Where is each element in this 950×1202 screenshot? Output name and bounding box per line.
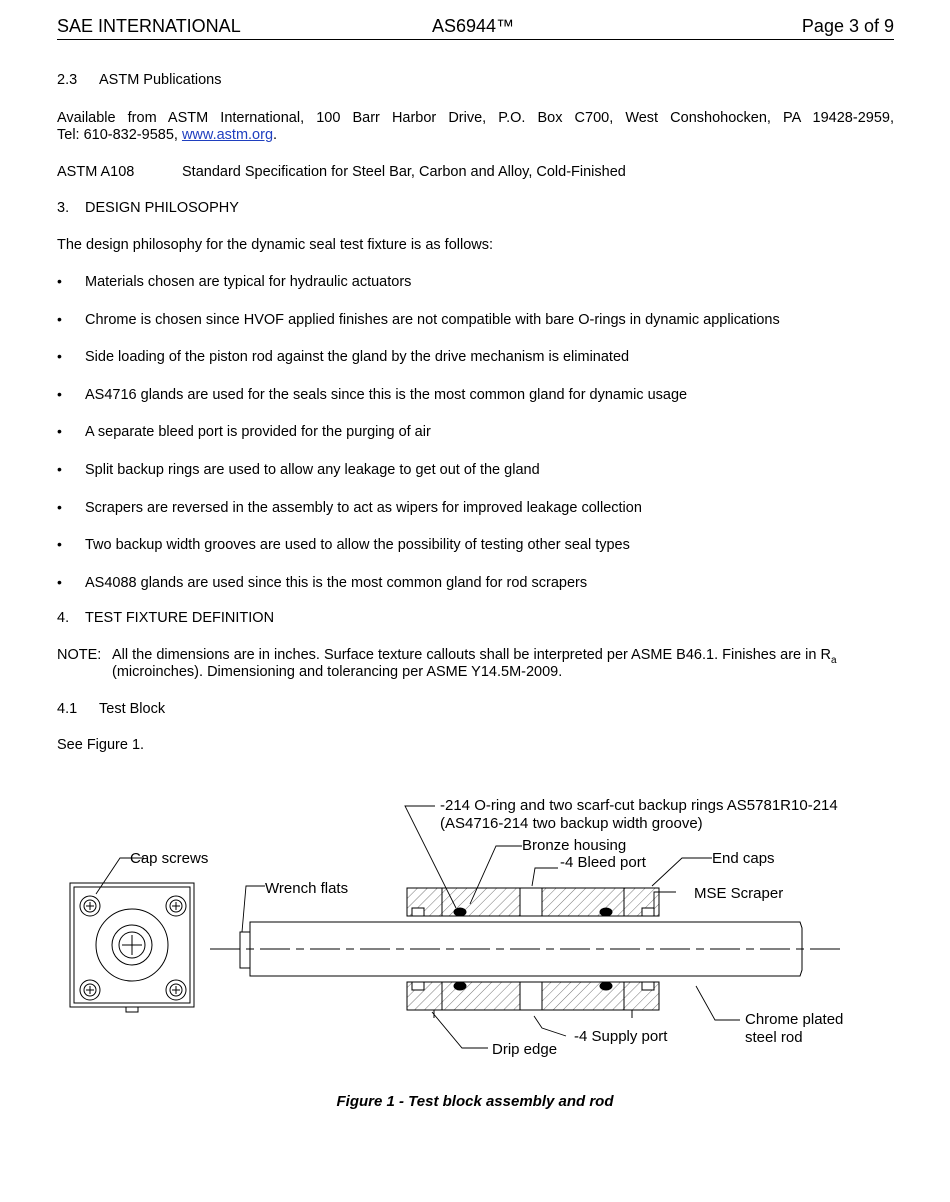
section-title: ASTM Publications: [99, 72, 222, 88]
header-page-number: Page 3 of 9: [801, 16, 894, 36]
bullet-marker: •: [57, 385, 62, 402]
section-number: 4.: [57, 610, 70, 626]
bullet-marker: •: [57, 536, 62, 553]
chrome-rod: [210, 922, 845, 976]
header-doc-number: AS6944™: [432, 16, 515, 36]
label-chrome-rod-line1: Chrome plated: [745, 1011, 844, 1028]
section-4-1-heading: [57, 701, 166, 718]
bullet-text: Scrapers are reversed in the assembly to act as wipers for improved leakage collection: [85, 499, 642, 516]
reference-astm-a108: [57, 164, 626, 181]
note-subscript: a: [830, 654, 837, 666]
bullet-marker: •: [57, 310, 62, 327]
header-org: SAE INTERNATIONAL: [57, 16, 241, 36]
label-drip-edge: Drip edge: [492, 1041, 558, 1058]
figure-caption: Figure 1 - Test block assembly and rod: [336, 1093, 614, 1110]
label-mse-scraper: MSE Scraper: [694, 885, 784, 902]
section-3-heading: [57, 200, 239, 217]
section-number: 4.1: [57, 701, 78, 717]
bullet-text: Chrome is chosen since HVOF applied finishes are not compatible with bare O-rings in dynamic applications: [85, 311, 780, 328]
note-line2: (microinches). Dimensioning and tolerancing per ASME Y14.5M-2009.: [112, 664, 563, 680]
label-cap-screws: Cap screws: [130, 850, 209, 867]
section-title: DESIGN PHILOSOPHY: [85, 200, 239, 216]
note-block: [57, 647, 894, 680]
astm-period: .: [273, 127, 278, 143]
section-number: 2.3: [57, 72, 78, 88]
note-label: NOTE:: [57, 647, 102, 663]
bullet-text: AS4088 glands are used since this is the most common gland for rod scrapers: [85, 574, 588, 591]
bullet-marker: •: [57, 573, 62, 590]
bullet-marker: •: [57, 348, 62, 365]
label-oring-line2: (AS4716-214 two backup width groove): [440, 815, 703, 832]
label-chrome-rod-line2: steel rod: [745, 1029, 803, 1046]
page-header: [57, 15, 894, 40]
note-line1: All the dimensions are in inches. Surface texture callouts shall be interpreted per ASME B46.1. Finishes are in $R_a$: [112, 647, 837, 666]
label-oring-line1: -214 O-ring and two scarf-cut backup rings AS5781R10-214: [440, 797, 838, 814]
section-title: Test Block: [99, 701, 166, 717]
astm-tel: Tel: 610-832-9585,: [57, 127, 182, 143]
bullet-marker: •: [57, 498, 62, 515]
astm-website-link[interactable]: www.astm.org: [181, 127, 274, 143]
label-bleed-port: -4 Bleed port: [560, 854, 646, 871]
section-4-heading: [57, 610, 275, 627]
bullet-text: Materials chosen are typical for hydraulic actuators: [85, 274, 412, 290]
bullet-text: Two backup width grooves are used to allow the possibility of testing other seal types: [85, 537, 630, 554]
label-wrench-flats: Wrench flats: [265, 880, 349, 897]
astm-address-line2: [57, 127, 277, 144]
bullet-text: A separate bleed port is provided for the purging of air: [85, 424, 431, 441]
end-view: [70, 883, 194, 1012]
bullet-marker: •: [57, 273, 62, 289]
bullet-text: Side loading of the piston rod against the gland by the drive mechanism is eliminated: [85, 349, 630, 366]
bullet-marker: •: [57, 423, 62, 440]
reference-code: ASTM A108: [57, 164, 135, 180]
reference-title: Standard Specification for Steel Bar, Carbon and Alloy, Cold-Finished: [182, 164, 626, 180]
figure-1-drawing: [50, 790, 910, 1070]
label-end-caps: End caps: [712, 850, 775, 867]
bullet-text: AS4716 glands are used for the seals since this is the most common gland for dynamic usage: [85, 386, 688, 403]
bullet-marker: •: [57, 461, 62, 477]
section-2-3-heading: [57, 72, 222, 89]
label-bronze-housing: Bronze housing: [522, 837, 627, 854]
astm-address-line1: Available from ASTM International, 100 Barr Harbor Drive, P.O. Box C700, West Conshohocken, PA 19428-2959,: [57, 110, 894, 126]
label-supply-port: -4 Supply port: [574, 1028, 668, 1045]
philosophy-intro: The design philosophy for the dynamic seal test fixture is as follows:: [57, 237, 494, 253]
section-number: 3.: [57, 200, 70, 216]
bullet-text: Split backup rings are used to allow any leakage to get out of the gland: [85, 462, 540, 478]
section-title: TEST FIXTURE DEFINITION: [85, 610, 275, 626]
see-figure-text: See Figure 1.: [57, 737, 145, 753]
